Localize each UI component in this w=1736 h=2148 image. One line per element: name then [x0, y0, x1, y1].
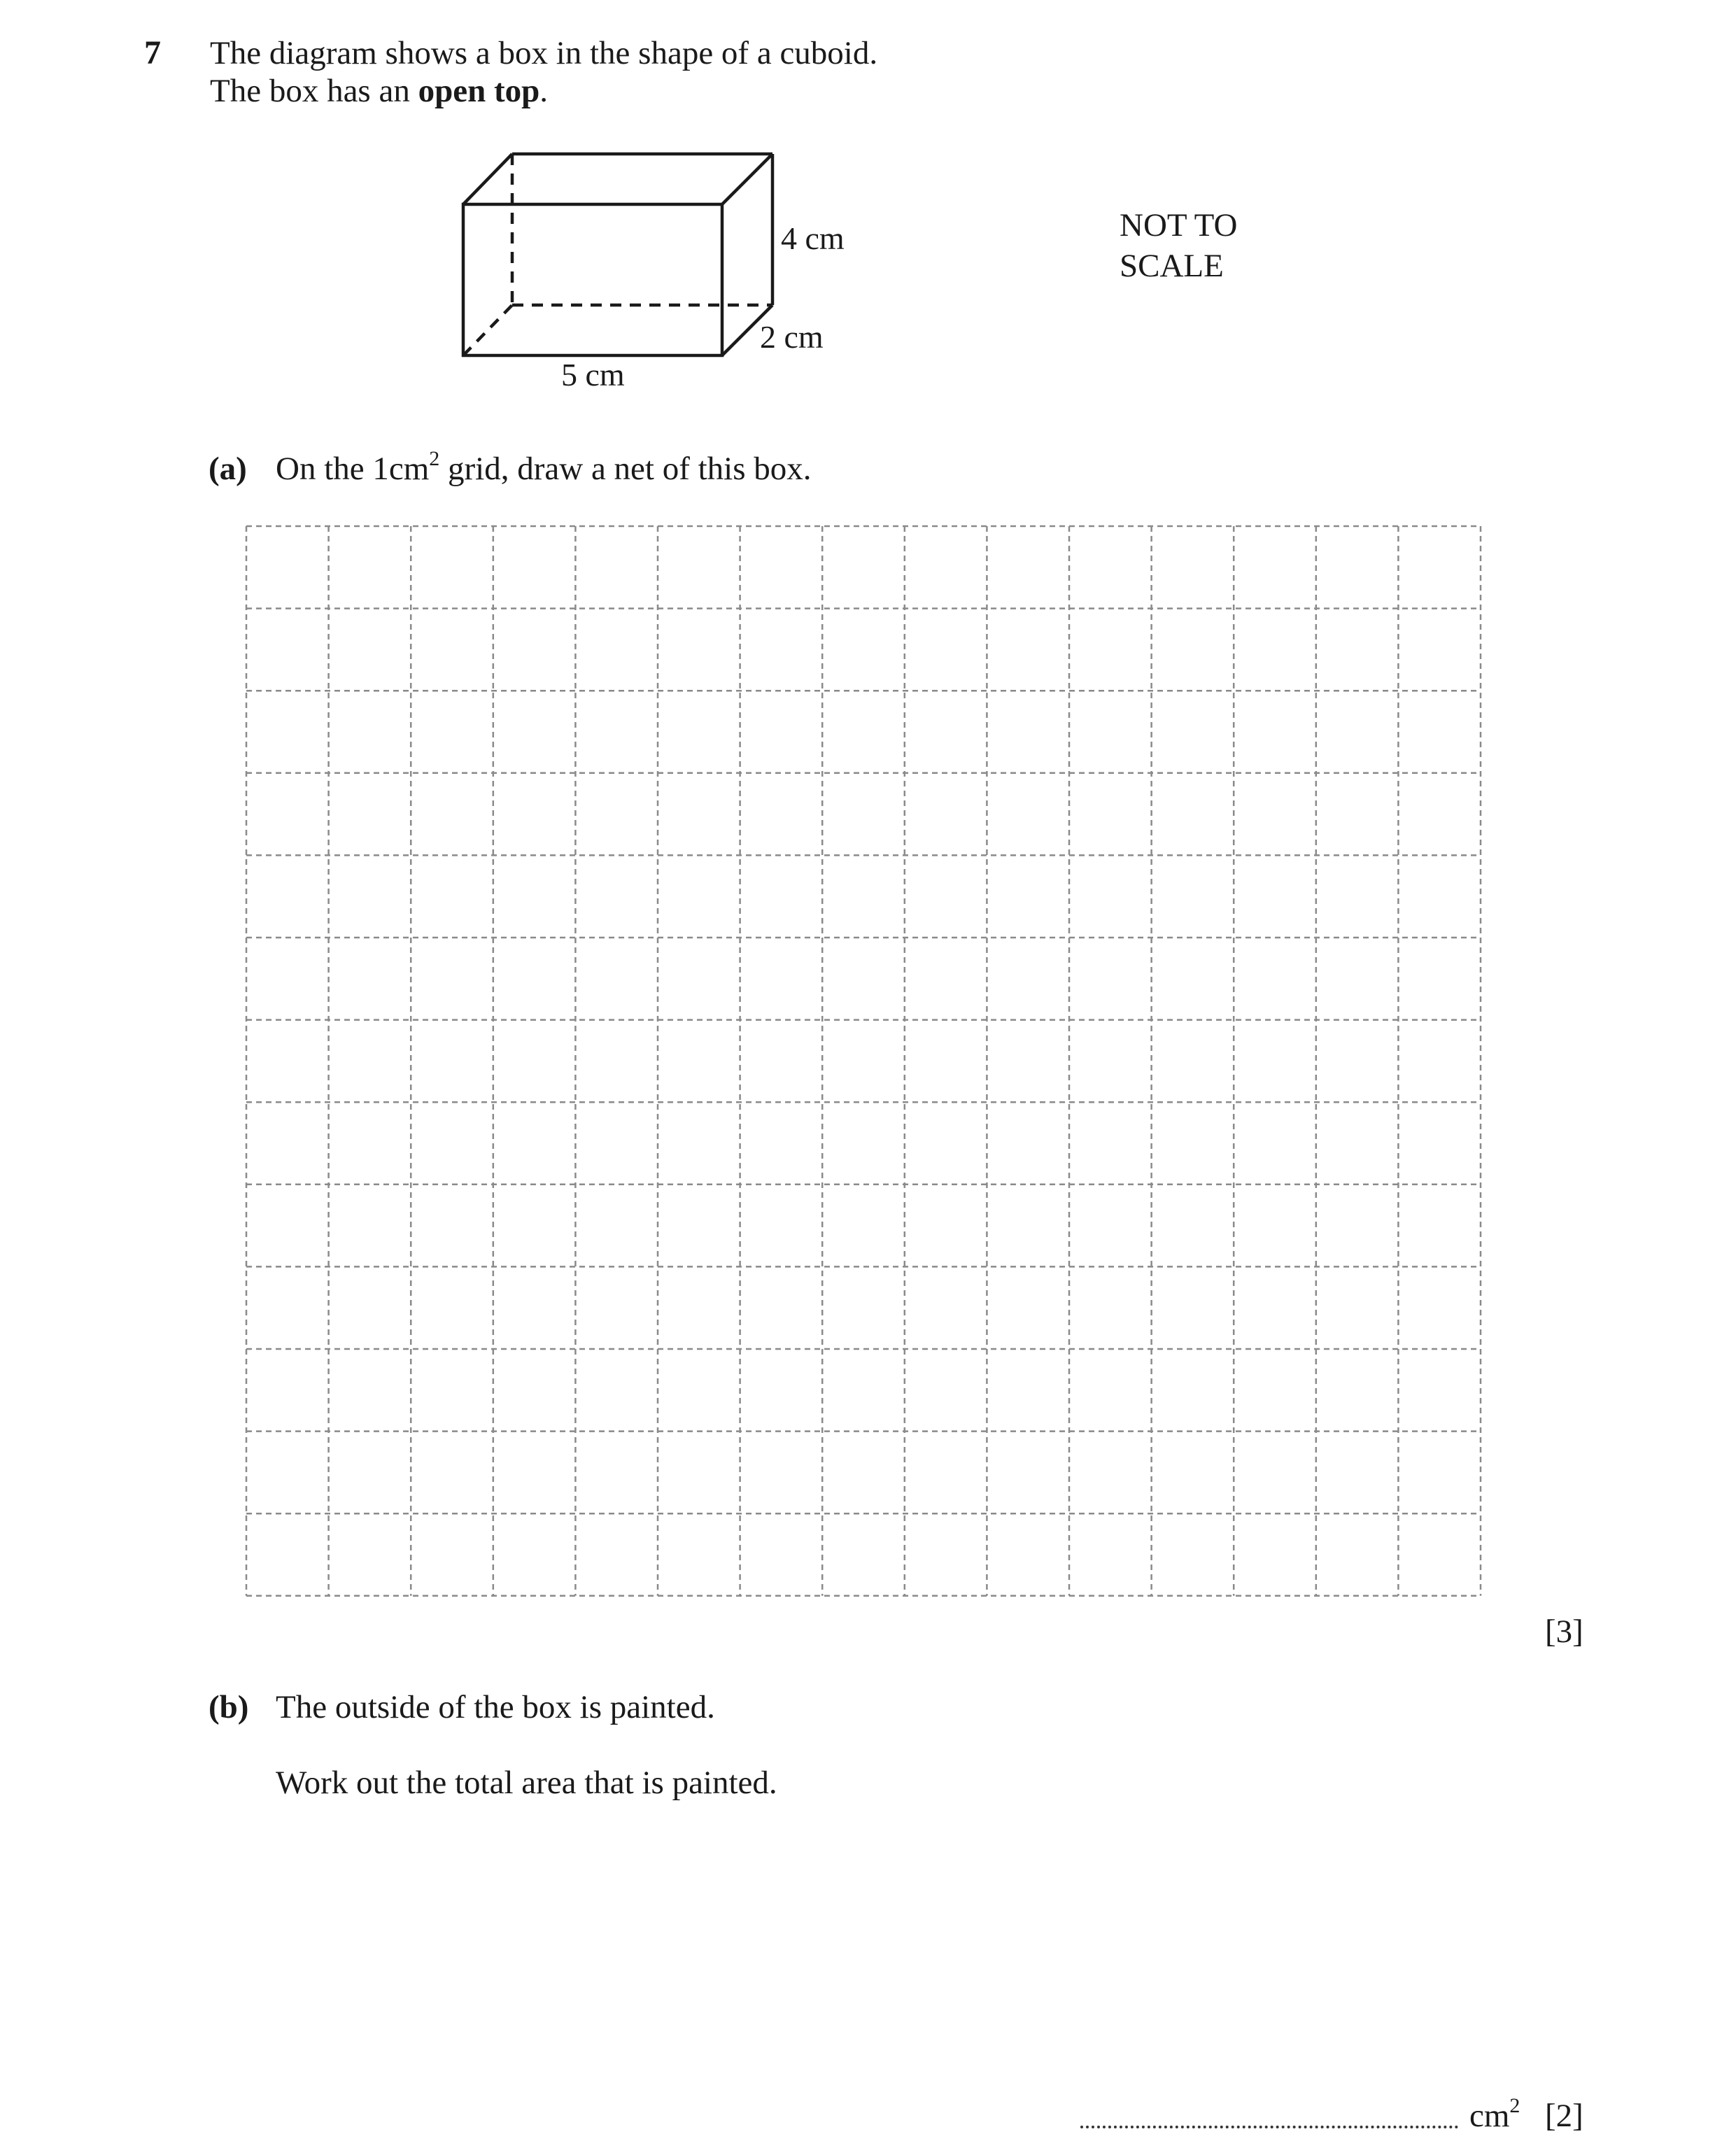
intro-end: .	[539, 73, 549, 109]
question-intro-line1: The diagram shows a box in the shape of a cuboid.	[210, 35, 878, 71]
question-number: 7	[144, 34, 161, 71]
front-face	[463, 204, 722, 355]
answer-unit	[1469, 2096, 1520, 2135]
not-to-scale-line1: NOT TO	[1120, 207, 1238, 243]
intro-text: The box has an	[210, 73, 418, 109]
not-to-scale-line2: SCALE	[1120, 248, 1224, 284]
part-b-marks: [2]	[1545, 2098, 1583, 2134]
hidden-bottom-left-edge	[463, 305, 512, 355]
drawing-grid[interactable]	[246, 526, 1482, 1597]
part-a-text-end: grid, draw a net of this box.	[439, 451, 812, 487]
part-b-label: (b)	[209, 1689, 249, 1725]
part-a-label: (a)	[209, 451, 247, 487]
intro-bold-text: open top	[418, 73, 540, 109]
depth-label: 2 cm	[760, 319, 824, 355]
part-a-instruction	[276, 449, 812, 488]
part-a-superscript: 2	[429, 447, 440, 470]
length-label: 5 cm	[561, 357, 625, 393]
part-b-line2: Work out the total area that is painted.	[276, 1765, 777, 1801]
cuboid-diagram	[0, 0, 980, 420]
height-label: 4 cm	[781, 220, 845, 256]
part-a-text: On the 1cm	[276, 451, 430, 487]
part-b-line1: The outside of the box is painted.	[276, 1689, 715, 1725]
answer-line[interactable]	[1080, 2126, 1458, 2128]
part-a-marks: [3]	[1545, 1613, 1583, 1650]
top-right-edge	[722, 154, 772, 204]
answer-unit-text: cm	[1469, 2098, 1510, 2134]
top-left-edge	[463, 154, 512, 204]
answer-unit-superscript: 2	[1509, 2094, 1520, 2117]
